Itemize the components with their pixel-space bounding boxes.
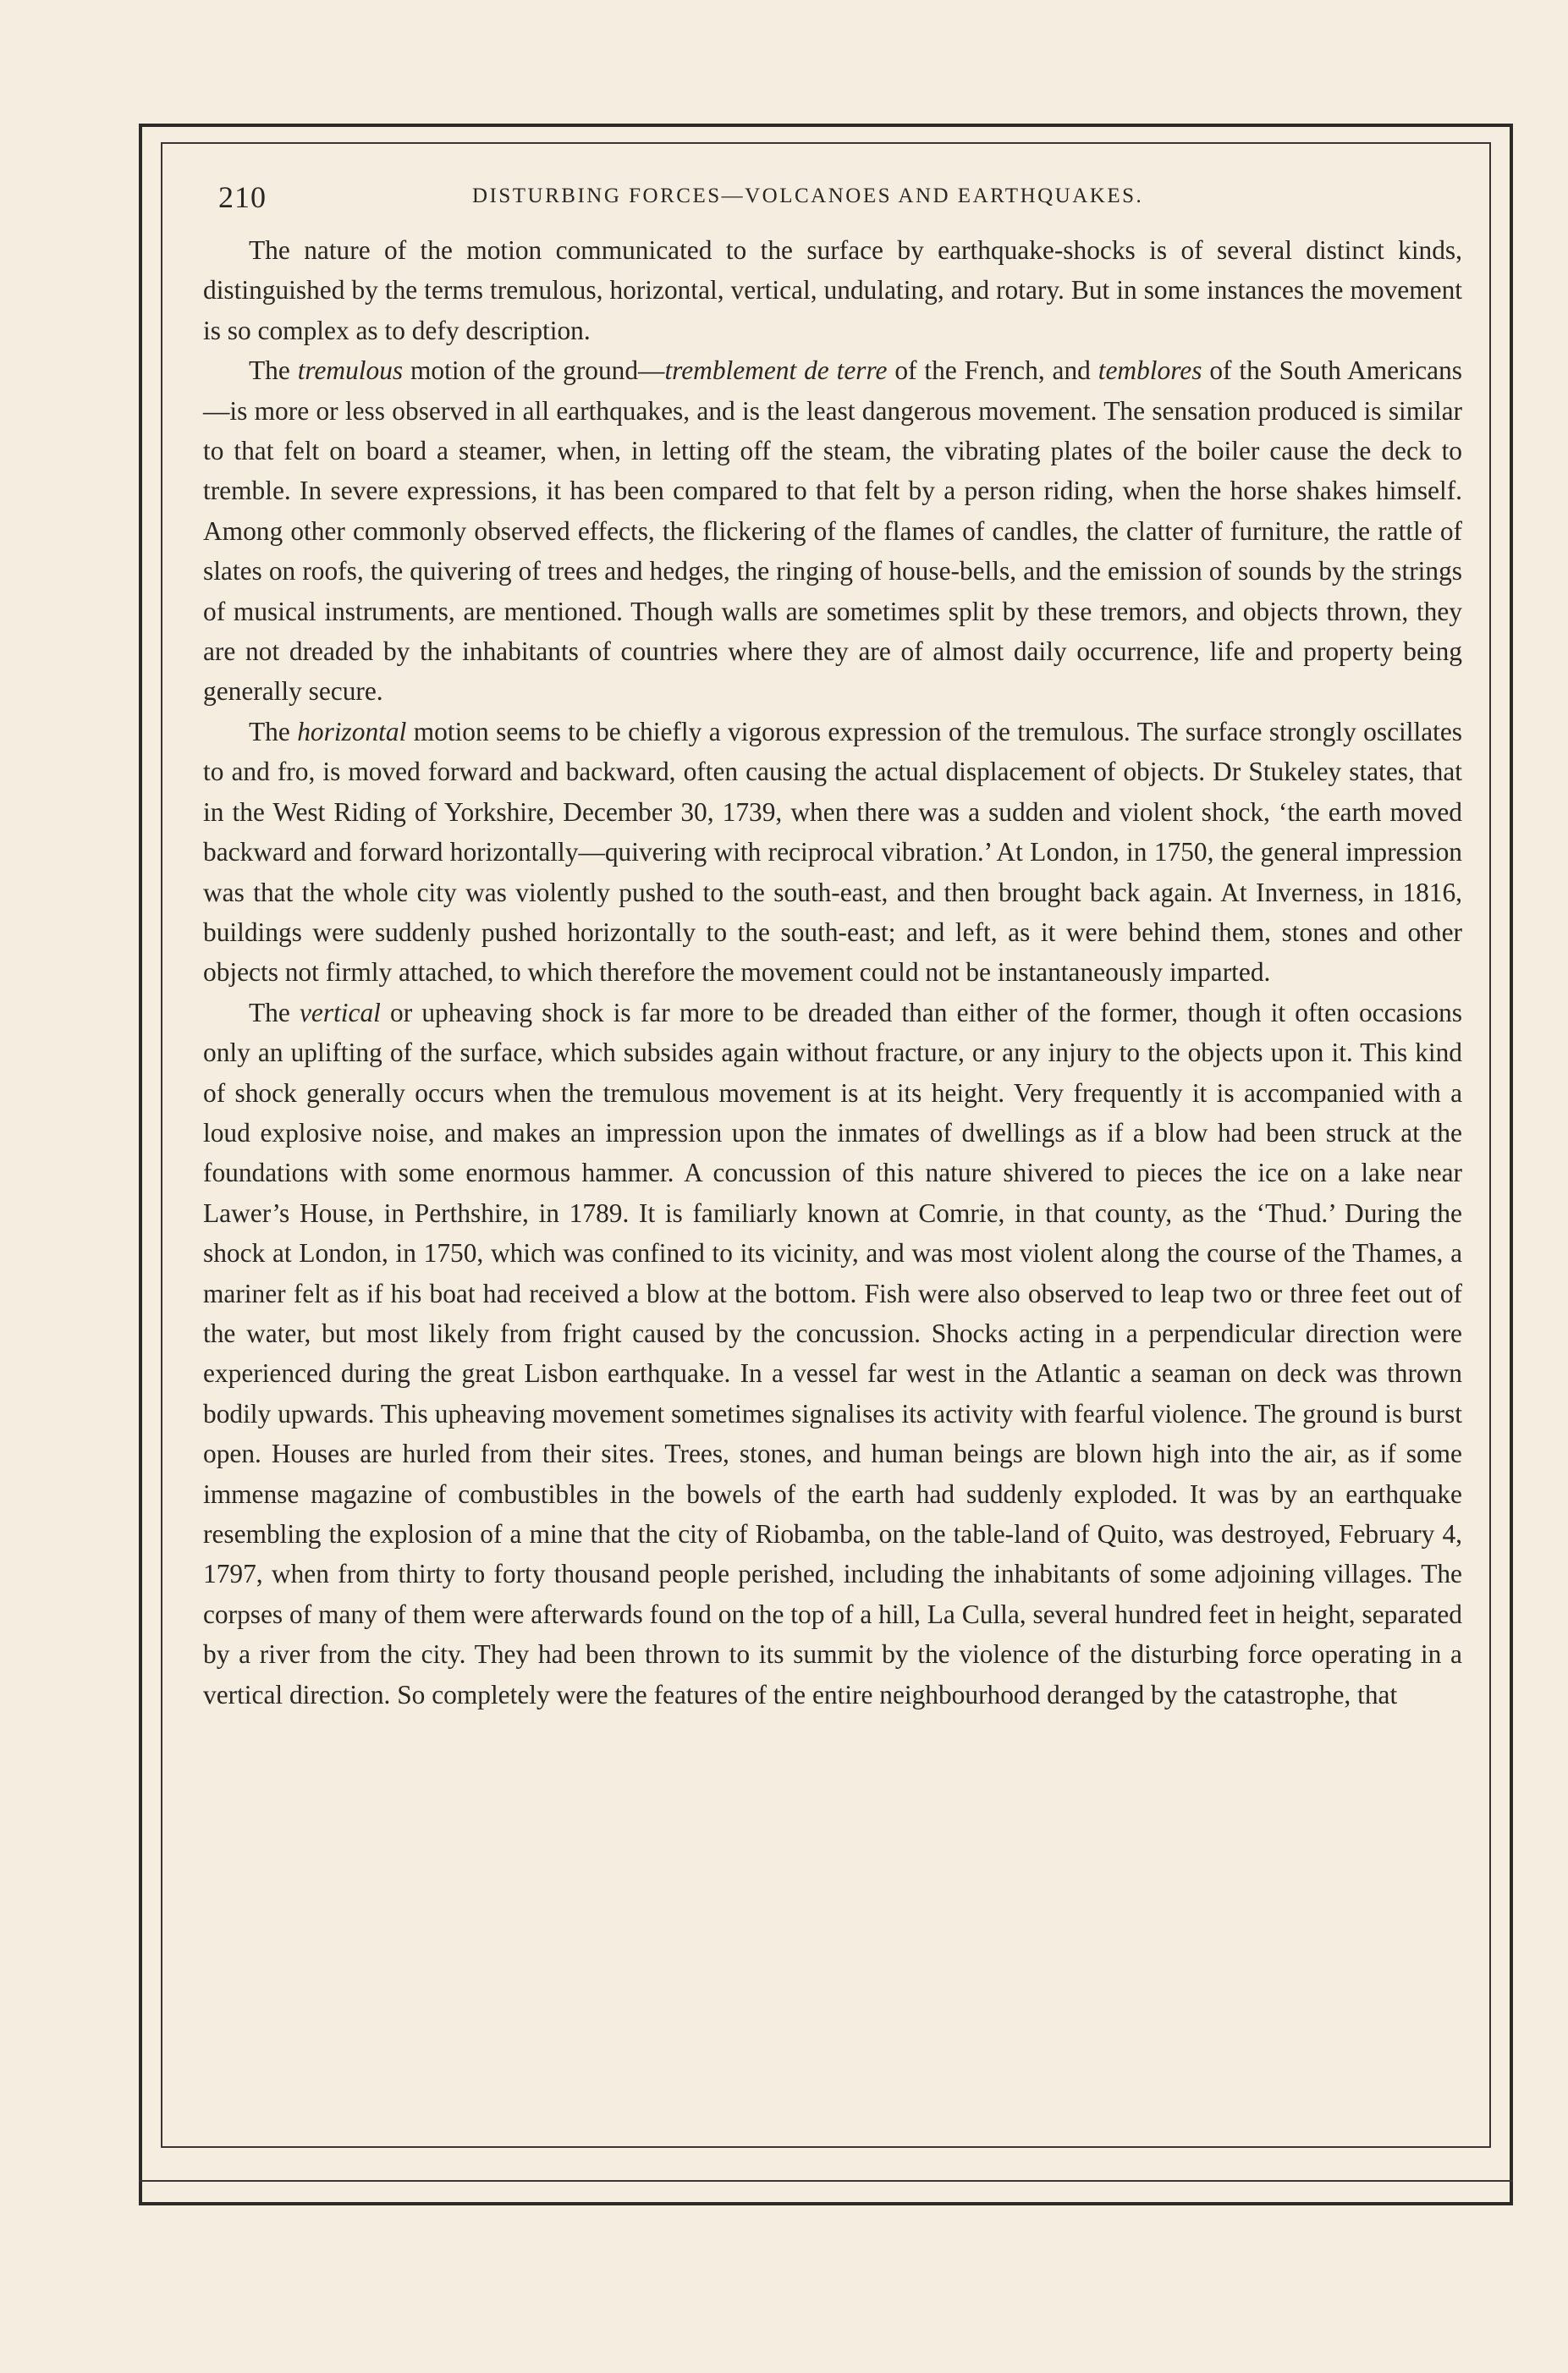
paragraph-text: motion of the ground—: [403, 355, 665, 386]
body-text: [203, 230, 1462, 1715]
paragraph-lead: The: [249, 716, 298, 746]
paragraph-lead: The: [249, 997, 300, 1027]
term-temblores: temblores: [1098, 355, 1202, 386]
page-bottom-rule: [139, 2180, 1513, 2182]
paragraph-vertical: [203, 993, 1462, 1715]
paragraph-text: or upheaving shock is far more to be dreaded than either of the former, though it often occasions only an uplifting of the surface, which subsides again without fracture, or any injury to the objects upon it. This kind of shock generally occurs when the tremulous movement is at its height. Very frequently it is accompanied with a loud explosive noise, and makes an impression upon the inmates of dwellings as if a blow had been struck at the foundations with some enormous hammer. A concussion of this nature shivered to pieces the ice on a lake near Lawer’s House, in Perthshire, in 1789. It is familiarly known at Comrie, in that county, as the ‘Thud.’ During the shock at London, in 1750, which was confined to its vicinity, and was most violent along the course of the Thames, a mariner felt as if his boat had received a blow at the bottom. Fish were also observed to leap two or three feet out of the water, but most likely from fright caused by the concussion. Shocks acting in a perpendicular direction were experienced during the great Lisbon earthquake. In a vessel far west in the Atlantic a seaman on deck was thrown bodily upwards. This upheaving movement sometimes signalises its activity with fearful violence. The ground is burst open. Houses are hurled from their sites. Trees, stones, and human beings are blown high into the air, as if some immense magazine of combustibles in the bowels of the earth had suddenly exploded. It was by an earthquake resembling the explosion of a mine that the city of Riobamba, on the table-land of Quito, was destroyed, February 4, 1797, when from thirty to forty thousand people perished, including the inhabitants of some adjoining villages. The corpses of many of them were afterwards found on the top of a hill, La Culla, several hundred feet in height, separated by a river from the city. They had been thrown to its summit by the violence of the disturbing force operating in a vertical direction. So completely were the features of the entire neighbourhood deranged by the catastrophe, that: [203, 997, 1462, 1710]
term-vertical: vertical: [299, 997, 381, 1027]
term-horizontal: horizontal: [297, 716, 407, 746]
paragraph-text: of the South Americans—is more or less observed in all earthquakes, and is the least dangerous movement. The sensation produced is similar to that felt on board a steamer, when, in letting off the steam, the vibrating plates of the boiler cause the deck to tremble. In severe expressions, it has been compared to that felt by a person riding, when the horse shakes himself. Among other commonly observed effects, the flickering of the flames of candles, the clatter of furniture, the rattle of slates on roofs, the quivering of trees and hedges, the ringing of house-bells, and the emission of sounds by the strings of musical instruments, are mentioned. Though walls are sometimes split by these tremors, and objects thrown, they are not dreaded by the inhabitants of countries where they are of almost daily occurrence, life and property being generally secure.: [203, 355, 1462, 707]
paragraph-lead: The: [249, 355, 298, 386]
paragraph-intro: [203, 230, 1462, 350]
running-title: DISTURBING FORCES—VOLCANOES AND EARTHQUAKES.: [472, 184, 1144, 207]
paragraph-horizontal: [203, 712, 1462, 993]
term-tremblement: tremblement de terre: [664, 355, 888, 386]
running-head: [218, 179, 1462, 222]
paragraph-tremulous: [203, 350, 1462, 712]
page-number: 210: [218, 180, 267, 214]
paragraph-text: of the French, and: [887, 355, 1098, 386]
term-tremulous: tremulous: [297, 355, 404, 386]
paragraph-intro-text: The nature of the motion communicated to the surface by earthquake-shocks is of several distinct kinds, distinguished by the terms tremulous, horizontal, vertical, undulating, and rotary. But in some instances the movement is so complex as to defy description.: [203, 235, 1462, 345]
paragraph-text: motion seems to be chiefly a vigorous expression of the tremulous. The surface strongly oscillates to and fro, is moved forward and backward, often causing the actual displacement of objects. Dr Stukeley states, that in the West Riding of Yorkshire, December 30, 1739, when there was a sudden and violent shock, ‘the earth moved backward and forward horizontally—quivering with reciprocal vibration.’ At London, in 1750, the general impression was that the whole city was violently pushed to the south-east, and then brought back again. At Inverness, in 1816, buildings were suddenly pushed horizontally to the south-east; and left, as it were behind them, stones and other objects not firmly attached, to which therefore the movement could not be instantaneously imparted.: [203, 716, 1462, 988]
